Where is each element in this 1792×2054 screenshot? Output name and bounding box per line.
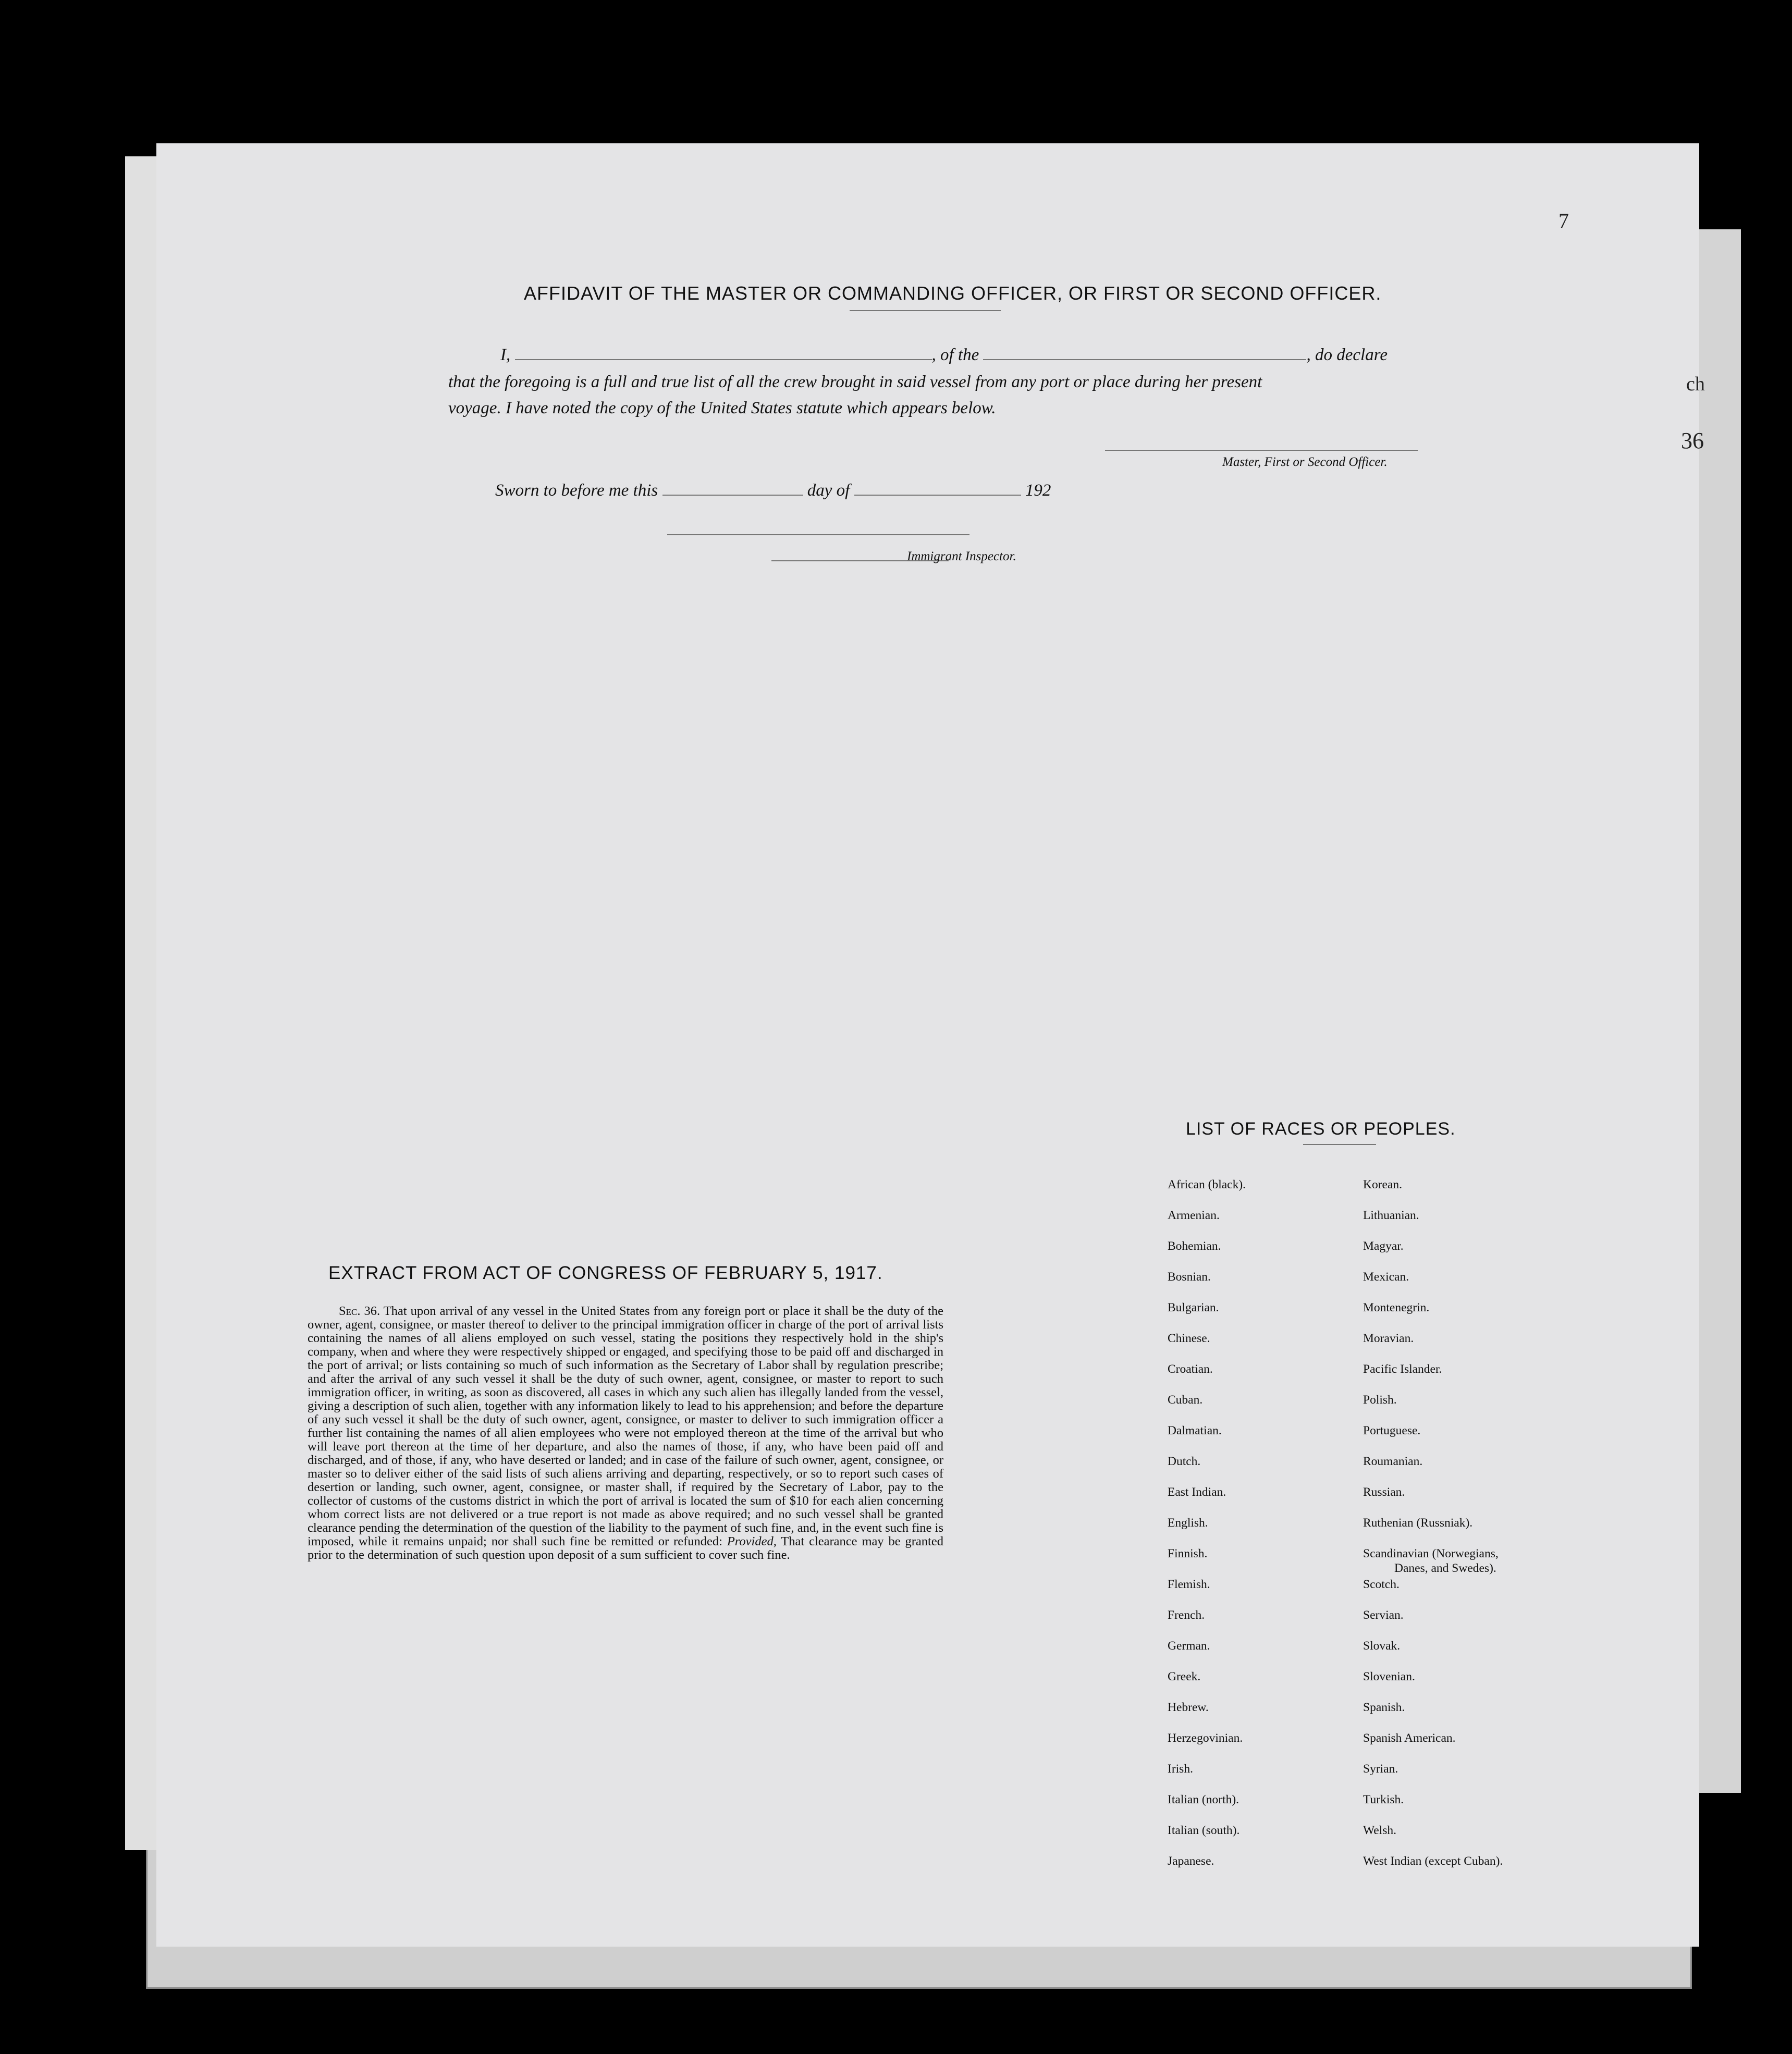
manifest-page — [156, 143, 1705, 1947]
race-item: West Indian (except Cuban). — [1363, 1854, 1503, 1868]
race-item: Ruthenian (Russniak). — [1363, 1516, 1473, 1530]
race-item: Bulgarian. — [1168, 1301, 1219, 1314]
race-item: Turkish. — [1363, 1793, 1404, 1806]
race-item: Pacific Islander. — [1363, 1362, 1442, 1376]
race-item: Roumanian. — [1363, 1455, 1423, 1468]
race-item: Bosnian. — [1168, 1270, 1211, 1284]
race-item: Hebrew. — [1168, 1701, 1209, 1714]
race-item: African (black). — [1168, 1178, 1246, 1191]
affidavit-do-declare: , do declare — [1306, 346, 1388, 364]
extract-provided: Provided, — [727, 1534, 777, 1548]
race-item: Welsh. — [1363, 1824, 1397, 1837]
edge-number-fragment: 36 — [1681, 428, 1704, 453]
sworn-day-of: day of — [807, 481, 850, 500]
race-item: Dutch. — [1168, 1455, 1201, 1468]
affidavit-line-3: voyage. I have noted the copy of the United States statute which appears below. — [448, 399, 996, 417]
race-item: Lithuanian. — [1363, 1209, 1419, 1222]
race-item: German. — [1168, 1639, 1210, 1653]
race-item: French. — [1168, 1608, 1205, 1622]
race-item: Korean. — [1363, 1178, 1403, 1191]
race-item: Spanish American. — [1363, 1731, 1456, 1745]
extract-text-part2: That clearance may be granted prior to the determination of such question upon deposit of a sum sufficient to cover such fine. — [308, 1534, 943, 1562]
race-item: Scandinavian (Norwegians, — [1363, 1547, 1499, 1560]
race-item: Magyar. — [1363, 1239, 1404, 1253]
affidavit-line-2: that the foregoing is a full and true list of all the crew brought in said vessel from any port or place during her present — [448, 373, 1262, 391]
races-list — [156, 143, 1699, 1947]
page-number-mark: 7 — [1558, 209, 1569, 232]
race-item: East Indian. — [1168, 1485, 1226, 1499]
race-item: Servian. — [1363, 1608, 1404, 1622]
edge-text-fragment: ch — [1686, 373, 1705, 395]
extract-title: EXTRACT FROM ACT OF CONGRESS OF FEBRUARY 5, 1917. — [328, 1263, 883, 1283]
affidavit-i: I, — [500, 346, 511, 364]
sworn-text: Sworn to before me this — [495, 481, 658, 500]
race-item: Scotch. — [1363, 1578, 1400, 1591]
race-item: Mexican. — [1363, 1270, 1409, 1284]
race-item: Syrian. — [1363, 1762, 1398, 1776]
race-item: Slovak. — [1363, 1639, 1401, 1653]
race-item: Bohemian. — [1168, 1239, 1221, 1253]
sworn-year: 192 — [1025, 481, 1051, 500]
race-item: Chinese. — [1168, 1332, 1210, 1345]
race-item: Irish. — [1168, 1762, 1193, 1776]
race-item: Polish. — [1363, 1393, 1397, 1407]
extract-text-part1: That upon arrival of any vessel in the United States from any foreign port or place it shall be the duty of the owner, agent, consignee, or master thereof to deliver to the principal immigration officer in charge of the port of arrival lists containing the names of all aliens employed on such vessel, stating the positions they respectively hold in the ship's company, when and where they were respectively shipped or engaged, and specifying those to be paid off and discharged in the port of arrival; or lists containing so much of such information as the Secretary of Labor shall by regulation prescribe; and after the arrival of any such vessel it shall be the duty of such owner, agent, consignee, or master to report to such immigration officer, in writing, as soon as discovered, all cases in which any such alien has illegally landed from the vessel, giving a description of such alien, together with any information likely to lead to his apprehension; and before the departure of any such vessel it shall be the duty of such owner, agent, consignee, or master to deliver to such immigration officer a further list containing the names of all alien employees who were not employed thereon at the time of the arrival but who will leave port thereon at the time of her departure, and also the names of those, if any, who have been paid off and discharged, and of those, if any, who have deserted or landed; and in case of the failure of such owner, agent, consignee, or master so to deliver either of the said lists of such aliens arriving and departing, respectively, or so to report such cases of desertion or landing, such owner, agent, consignee, or master shall, if required by the Secretary of Labor, pay to the collector of customs of the customs district in which the port of arrival is located the sum of $10 for each alien concerning whom correct lists are not delivered or a true report is not made as above required; and no such vessel shall be granted clearance pending the determination of the question of the liability to the payment of such fine, and, in the event such fine is imposed, while it remains unpaid; nor shall such fine be remitted or refunded: — [308, 1304, 943, 1548]
race-item: Flemish. — [1168, 1578, 1210, 1591]
race-item: Moravian. — [1363, 1332, 1414, 1345]
affidavit-of-the: , of the — [931, 346, 979, 364]
race-item: Russian. — [1363, 1485, 1405, 1499]
race-item: Portuguese. — [1363, 1424, 1421, 1437]
race-item: Italian (south). — [1168, 1824, 1240, 1837]
race-item: Armenian. — [1168, 1209, 1220, 1222]
race-item: Finnish. — [1168, 1547, 1208, 1560]
race-item: Japanese. — [1168, 1854, 1214, 1868]
inspector-label: Immigrant Inspector. — [907, 549, 1016, 563]
section-label: Sec. 36. — [339, 1304, 381, 1318]
races-title: LIST OF RACES OR PEOPLES. — [1186, 1119, 1456, 1139]
race-item: Italian (north). — [1168, 1793, 1239, 1806]
race-item: English. — [1168, 1516, 1208, 1530]
race-item: Slovenian. — [1363, 1670, 1415, 1683]
affidavit-title: AFFIDAVIT OF THE MASTER OR COMMANDING OFFICER, OR FIRST OR SECOND OFFICER. — [524, 282, 1382, 304]
race-item-continuation: Danes, and Swedes). — [1394, 1561, 1496, 1575]
race-item: Spanish. — [1363, 1701, 1405, 1714]
race-item: Montenegrin. — [1363, 1301, 1430, 1314]
race-item: Cuban. — [1168, 1393, 1203, 1407]
race-item: Croatian. — [1168, 1362, 1213, 1376]
race-item: Dalmatian. — [1168, 1424, 1222, 1437]
race-item: Herzegovinian. — [1168, 1731, 1243, 1745]
master-signature-label: Master, First or Second Officer. — [1222, 455, 1388, 469]
race-item: Greek. — [1168, 1670, 1201, 1683]
